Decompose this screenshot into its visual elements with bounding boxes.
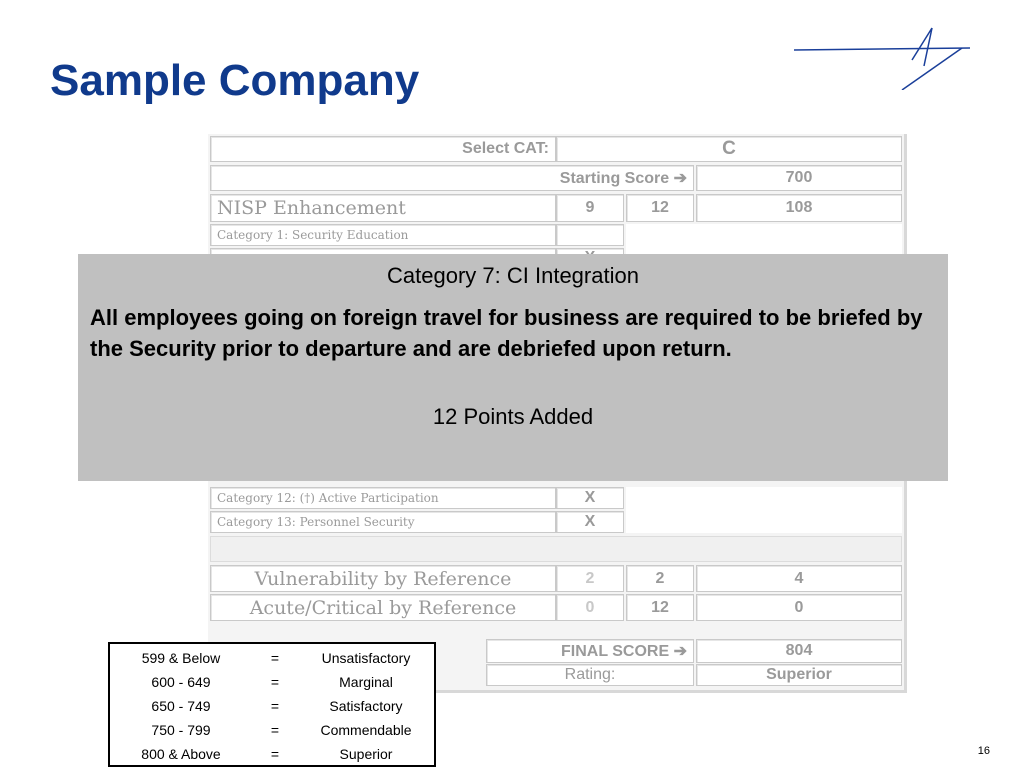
vulnerability-label: Vulnerability by Reference [210,565,556,592]
vulnerability-col2: 2 [626,565,694,592]
star-logo-icon [790,24,970,90]
acute-critical-col2: 12 [626,594,694,621]
legend-rating: Satisfactory [329,698,403,714]
rating-legend [108,642,436,767]
legend-rating: Marginal [339,674,393,690]
final-score-label: FINAL SCORE ➔ [486,639,694,663]
rating-label: Rating: [486,664,694,686]
legend-row [110,742,434,766]
acute-critical-col1[interactable]: 0 [556,594,624,621]
acute-critical-total: 0 [696,594,902,621]
empty-band [210,536,902,562]
final-score-value: 804 [696,639,902,663]
legend-row [110,646,434,670]
legend-rating: Superior [339,746,393,762]
select-cat-value[interactable]: C [556,136,902,162]
legend-equals: = [270,674,280,690]
legend-equals: = [270,650,280,666]
category-12-mark[interactable]: X [556,487,624,509]
select-cat-label: Select CAT: [210,136,556,162]
nisp-total: 108 [696,194,902,222]
category-12-label: Category 12: (†) Active Participation [210,487,556,509]
popup-points: 12 Points Added [432,404,594,429]
legend-equals: = [270,722,280,738]
vulnerability-total: 4 [696,565,902,592]
category-13-mark[interactable]: X [556,511,624,533]
category-13-label: Category 13: Personnel Security [210,511,556,533]
legend-row [110,694,434,718]
rating-value: Superior [696,664,902,686]
category-popup [78,254,948,481]
legend-range: 600 - 649 [151,674,211,690]
legend-equals: = [270,746,280,762]
page-number: 16 [977,745,990,757]
category-1-label: Category 1: Security Education [210,224,556,246]
acute-critical-label: Acute/Critical by Reference [210,594,556,621]
category-1-mark[interactable] [556,224,624,246]
legend-equals: = [270,698,280,714]
category-12-13-blank [626,487,902,533]
legend-range: 650 - 749 [151,698,211,714]
popup-body: All employees going on foreign travel for business are required to be briefed by the Security prior to departure and are debriefed upon return. [90,305,923,361]
nisp-col1: 9 [556,194,624,222]
starting-score-value: 700 [696,165,902,191]
legend-range: 750 - 799 [151,722,211,738]
legend-rating: Commendable [320,722,412,738]
legend-row [110,718,434,742]
legend-range: 599 & Below [141,650,221,666]
starting-score-label: Starting Score ➔ [210,165,694,191]
legend-range: 800 & Above [141,746,221,762]
legend-rating: Unsatisfactory [321,650,411,666]
slide-title: Sample Company [50,56,420,105]
popup-title: Category 7: CI Integration [387,263,639,288]
nisp-label: NISP Enhancement [210,194,556,222]
vulnerability-col1[interactable]: 2 [556,565,624,592]
nisp-col2: 12 [626,194,694,222]
legend-row [110,670,434,694]
